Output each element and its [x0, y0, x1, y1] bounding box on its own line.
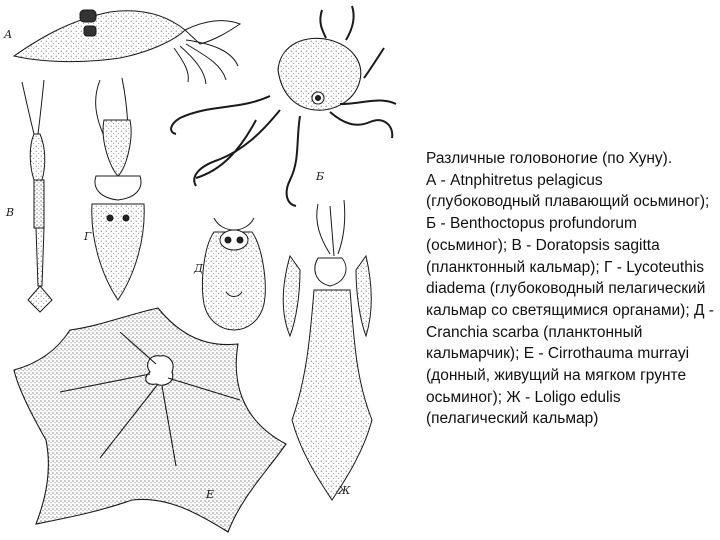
- figure-label-zh: Ж: [338, 484, 351, 497]
- figure-caption: Различные головоногие (по Хуну). А - Atnphitretus pelagicus (глубоководный плавающий осьминог); Б - Benthoctopus profundorum (осьминог); В - Doratopsis sagitta (планктонный кальмар); Г - Lycoteuthis diadema (глубоководный пелагический кальмар со светящимися органами); Д - Cranchia scarba (планктонный кальмарчик); Е - Cirrothauma murrayi (донный, живущий на мягком грунте осьминог); Ж - Loligo edulis (пелагический кальмар): [426, 150, 714, 428]
- figure-a-amphitretus: [14, 10, 240, 84]
- figure-label-b: Б: [316, 170, 325, 183]
- figure-g-lycoteuthis: [92, 78, 144, 300]
- figure-label-a: А: [4, 28, 13, 41]
- figure-e-cirrothauma: [14, 308, 286, 532]
- figure-label-g: Г: [84, 230, 92, 243]
- figure-label-d: Д: [194, 262, 203, 275]
- figure-v-doratopsis: [22, 80, 52, 312]
- figure-label-e: Е: [206, 488, 215, 501]
- figure-label-v: В: [6, 206, 15, 219]
- figure-zh-loligo: [283, 200, 372, 500]
- figure-d-cranchia: [202, 218, 265, 330]
